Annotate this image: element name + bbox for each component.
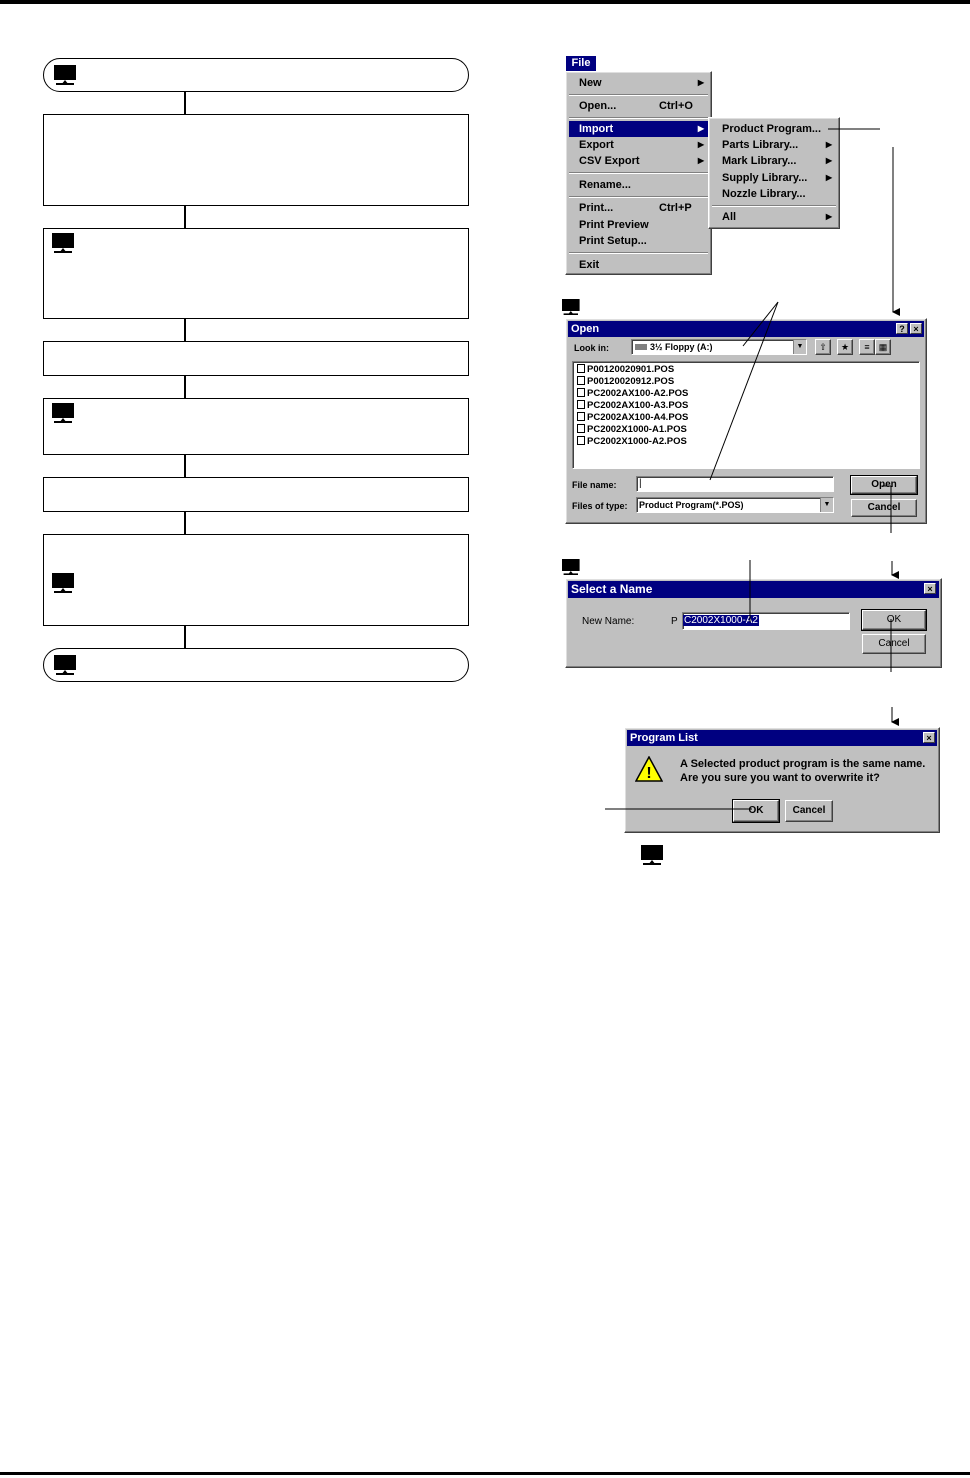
- submenu-item-parts-library[interactable]: Parts Library... ▶: [722, 139, 832, 151]
- file-name-label: File name:: [572, 480, 617, 490]
- submenu-arrow-icon: ▶: [825, 212, 832, 221]
- select-name-titlebar: Select a Name ×: [568, 581, 939, 598]
- file-menu-title[interactable]: File: [566, 56, 596, 71]
- look-in-select[interactable]: 3½ Floppy (A:) ▼: [631, 339, 807, 355]
- menu-item-exit[interactable]: Exit: [579, 259, 600, 271]
- close-button[interactable]: ×: [910, 323, 922, 334]
- submenu-item-all[interactable]: All ▶: [722, 211, 832, 223]
- list-view-icon[interactable]: ≡: [859, 339, 875, 355]
- look-in-label: Look in:: [574, 343, 609, 353]
- submenu-item-product-program[interactable]: Product Program...: [722, 123, 822, 135]
- submenu-arrow-icon: ▶: [825, 140, 832, 149]
- list-item[interactable]: PC2002AX100-A2.POS: [577, 388, 688, 400]
- ok-button[interactable]: OK: [733, 800, 779, 822]
- warning-symbol: !: [646, 765, 652, 782]
- list-item[interactable]: PC2002AX100-A3.POS: [577, 400, 688, 412]
- list-item[interactable]: PC2002X1000-A2.POS: [577, 436, 687, 448]
- ok-button[interactable]: OK: [862, 610, 926, 630]
- chevron-down-icon[interactable]: ▼: [793, 340, 806, 354]
- menu-item-open[interactable]: Open... Ctrl+O: [579, 100, 693, 112]
- up-folder-icon[interactable]: ⇧: [815, 339, 831, 355]
- menu-item-csv-export[interactable]: CSV Export ▶: [579, 155, 704, 167]
- submenu-arrow-icon: ▶: [697, 78, 704, 87]
- callout-line: [710, 302, 778, 480]
- file-type-label: Files of type:: [572, 501, 628, 511]
- callout-line: [743, 302, 778, 346]
- list-item[interactable]: PC2002AX100-A4.POS: [577, 412, 688, 424]
- new-folder-icon[interactable]: ★: [837, 339, 853, 355]
- file-type-select[interactable]: Product Program(*.POS) ▼: [636, 497, 834, 513]
- list-item[interactable]: PC2002X1000-A1.POS: [577, 424, 687, 436]
- cancel-button[interactable]: Cancel: [862, 634, 926, 654]
- open-button[interactable]: Open: [851, 476, 917, 494]
- menu-item-new[interactable]: New ▶: [579, 77, 704, 89]
- submenu-arrow-icon: ▶: [825, 173, 832, 182]
- warning-message-line2: Are you sure you want to overwrite it?: [680, 772, 880, 784]
- menu-item-import[interactable]: Import ▶: [569, 121, 708, 137]
- list-item[interactable]: P00120020912.POS: [577, 376, 674, 388]
- details-view-icon[interactable]: ▦: [875, 339, 891, 355]
- open-dialog-titlebar: Open ? ×: [568, 321, 924, 337]
- warning-message-line1: A Selected product program is the same name.: [680, 758, 926, 770]
- new-name-label: New Name:: [582, 616, 635, 627]
- cancel-button[interactable]: Cancel: [785, 800, 833, 822]
- submenu-arrow-icon: ▶: [697, 156, 704, 165]
- submenu-arrow-icon: ▶: [697, 124, 704, 133]
- file-name-input[interactable]: |: [636, 476, 834, 492]
- list-item[interactable]: P00120020901.POS: [577, 364, 674, 376]
- help-button[interactable]: ?: [896, 323, 908, 334]
- menu-item-rename[interactable]: Rename...: [579, 179, 631, 191]
- menu-item-print-setup[interactable]: Print Setup...: [579, 235, 647, 247]
- name-prefix: P: [671, 616, 678, 627]
- submenu-arrow-icon: ▶: [697, 140, 704, 149]
- menu-item-print-preview[interactable]: Print Preview: [579, 219, 649, 231]
- close-button[interactable]: ×: [924, 583, 936, 594]
- submenu-item-nozzle-library[interactable]: Nozzle Library...: [722, 188, 806, 200]
- chevron-down-icon[interactable]: ▼: [820, 498, 833, 512]
- close-button[interactable]: ×: [923, 732, 935, 743]
- submenu-item-supply-library[interactable]: Supply Library... ▶: [722, 172, 832, 184]
- submenu-item-mark-library[interactable]: Mark Library... ▶: [722, 155, 832, 167]
- submenu-arrow-icon: ▶: [825, 156, 832, 165]
- cancel-button[interactable]: Cancel: [851, 499, 917, 517]
- program-list-titlebar: Program List ×: [627, 730, 937, 746]
- new-name-input[interactable]: C2002X1000-A2: [682, 612, 850, 630]
- menu-item-print[interactable]: Print... Ctrl+P: [579, 202, 692, 214]
- menu-item-export[interactable]: Export ▶: [579, 139, 704, 151]
